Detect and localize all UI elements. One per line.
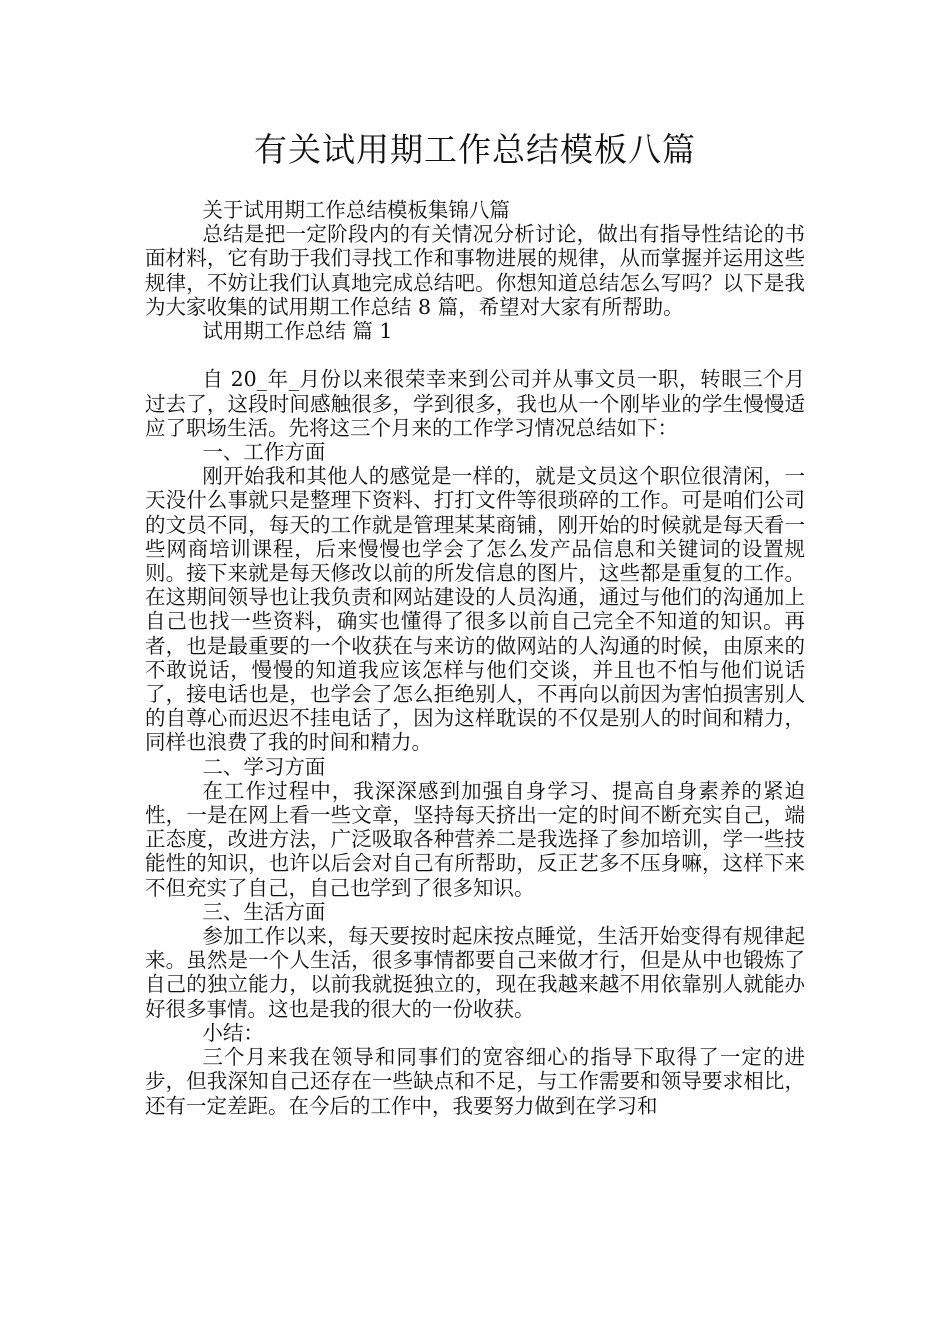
document-title: 有关试用期工作总结模板八篇 bbox=[254, 130, 696, 169]
section-heading-life: 三、生活方面 bbox=[202, 899, 326, 924]
section-heading-part-1: 试用期工作总结 篇 1 bbox=[202, 319, 393, 344]
body-paragraph: 在工作过程中，我深深感到加强自身学习、提高自身素养的紧迫性，一是在网上看一些文章，坚持每天挤出一定的时间不断充实自己，端正态度，改进方法，广泛吸取各种营养二是我选择了参加培训，学一些技能性的知识，也许以后会对自己有所帮助，反正艺多不压身嘛，这样下来不但充实了自己，自己也学到了很多知识。 bbox=[145, 778, 805, 900]
section-heading-work: 一、工作方面 bbox=[202, 440, 326, 465]
section-heading-summary: 小结： bbox=[202, 1020, 264, 1045]
document-body bbox=[145, 198, 805, 1118]
blank-line bbox=[145, 343, 805, 367]
subtitle-paragraph: 关于试用期工作总结模板集锦八篇 bbox=[202, 198, 510, 222]
body-paragraph: 三个月来我在领导和同事们的宽容细心的指导下取得了一定的进步，但我深知自己还存在一些缺点和不足，与工作需要和领导要求相比，还有一定差距。在今后的工作中，我要努力做到在学习和 bbox=[145, 1045, 805, 1118]
body-paragraph: 自 20_年_月份以来很荣幸来到公司并从事文员一职，转眼三个月过去了，这段时间感触很多，学到很多，我也从一个刚毕业的学生慢慢适应了职场生活。先将这三个月来的工作学习情况总结如下： bbox=[145, 367, 805, 440]
body-paragraph: 参加工作以来，每天要按时起床按点睡觉，生活开始变得有规律起来。虽然是一个人生活，很多事情都要自己来做才行，但是从中也锻炼了自己的独立能力，以前我就挺独立的，现在我越来越不用依靠别人就能办好很多事情。这也是我的很大的一份收获。 bbox=[145, 924, 805, 1021]
body-paragraph: 刚开始我和其他人的感觉是一样的，就是文员这个职位很清闲，一天没什么事就只是整理下资料、打打文件等很琐碎的工作。可是咱们公司的文员不同，每天的工作就是管理某某商铺，刚开始的时候就是每天看一些网商培训课程，后来慢慢也学会了怎么发产品信息和关键词的设置规则。接下来就是每天修改以前的所发信息的图片，这些都是重复的工作。在这期间领导也让我负责和网站建设的人员沟通，通过与他们的沟通加上自己也找一些资料，确实也懂得了很多以前自己完全不知道的知识。再者，也是最重要的一个收获在与来访的做网站的人沟通的时候，由原来的不敢说话，慢慢的知道我应该怎样与他们交谈，并且也不怕与他们说话了，接电话也是，也学会了怎么拒绝别人，不再向以前因为害怕损害别人的自尊心而迟迟不挂电话了，因为这样耽误的不仅是别人的时间和精力，同样也浪费了我的时间和精力。 bbox=[145, 464, 805, 755]
intro-paragraph: 总结是把一定阶段内的有关情况分析讨论，做出有指导性结论的书面材料，它有助于我们寻找工作和事物进展的规律，从而掌握并运用这些规律，不妨让我们认真地完成总结吧。你想知道总结怎么写吗？以下是我为大家收集的试用期工作总结 8 篇，希望对大家有所帮助。 bbox=[145, 222, 805, 319]
section-heading-study: 二、学习方面 bbox=[202, 754, 326, 779]
